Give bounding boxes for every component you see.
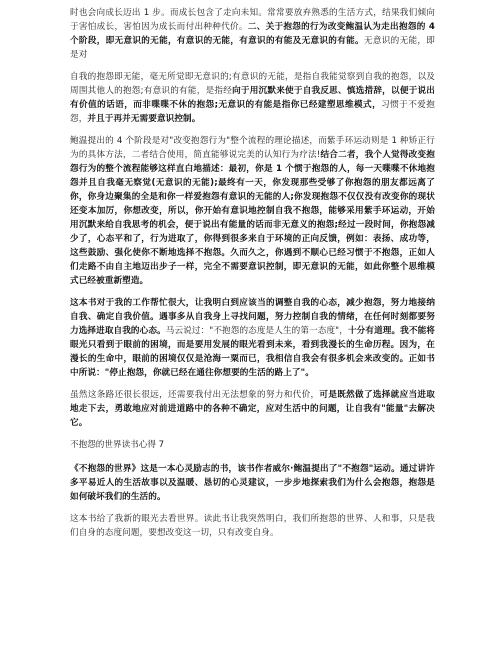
paragraph xyxy=(70,70,435,126)
bold-text-segment: 让我明白到应该当的调整自我的心态，减少抱怨，努力地接纳自我、确定自我价值。遇事多从自我身上寻找问题，努力控制自我的情绪，在任何时刻都要努力选择进取自我的心态。 xyxy=(70,298,436,336)
text-segment: 无意识的无能，即是对 xyxy=(70,36,435,60)
paragraph xyxy=(70,462,435,504)
bold-text-segment: 因为，在漫长的生命中，眼前的困境仅仅是沧海一粟而已，我相信自我会有很多机会来改变的。正如书中所说："停止抱怨，你就已经在通往你想要的生活的路上了"。 xyxy=(70,340,435,378)
text-segment: 鲍温提出的 4 个阶段是对"改变抱怨行为"整个流程的理论描述，而紫手环运动则是 1 种矫正行为的具体方法，二者结合使用，简直能够说完美的认知行为疗法! xyxy=(70,136,435,160)
text-segment: 虽然这条路还很长很远，还需要我付出无法想象的努力和代价， xyxy=(70,390,320,400)
document-page xyxy=(70,6,435,548)
text-segment: 自我的抱怨即无能，毫无所觉即无意识的;有意识的无能，是指自我能觉察到自我的抱怨，以及周围其他人的抱怨;有意识的有能，是指经 xyxy=(70,72,435,96)
paragraph xyxy=(70,296,435,380)
bold-text-segment: 可是既然做了选择就应当进取地走下去，勇敢地应对前进道路中的各种不确定，应对生活中的问题，让自我有"能量"去解决它。 xyxy=(70,390,435,428)
bold-text-segment: 这是一本心灵励志的书，该书作者威尔·鲍温提出了"不抱怨"运动。通过讲许多平易近人的生活故事以及温暖、恳切的心灵建议，一步步地探索我们为什么会抱怨，抱怨是如何破坏我们的生活的。 xyxy=(70,464,435,502)
bold-text-segment: 这本书对于我的工作帮忙很大， xyxy=(70,298,195,308)
bold-text-segment: 十分有道理。我不能将眼光只看到于眼前的困境，而是要用发展的眼光看到未来，看到我漫长的生命历程。 xyxy=(70,326,435,350)
text-segment: 马云说过："不抱怨的态度是人生的第一态度"， xyxy=(165,326,348,336)
paragraph xyxy=(70,512,435,540)
text-segment: 这本书给了我新的眼光去看世界。读此书让我突然明白，我们所抱怨的世界、人和事，只是我们自身的态度问题，要想改变这一切，只有改变自身。 xyxy=(70,514,435,538)
paragraph xyxy=(70,6,435,62)
bold-text-segment: 二、关于抱怨的行为改变鲍温认为走出抱怨的 4 个阶段，即无意识的无能，有意识的无能，有意识的有能及无意识的有能。 xyxy=(70,22,435,46)
paragraph xyxy=(70,388,435,430)
body-text-block xyxy=(70,6,435,430)
bold-text-segment: 向于用沉默来使于自我反思、慎选措辞，以便于说出有价值的话语，而非喋喋不休的抱怨;无意识的有能是指你已经建塑思维模式， xyxy=(70,86,435,110)
body-text-block-2 xyxy=(70,462,435,540)
bold-text-segment: 并且于再并无需要意识控制。 xyxy=(87,114,201,124)
text-segment: 习惯于不爱抱怨， xyxy=(70,100,435,124)
bold-text-segment: 《不抱怨的世界》 xyxy=(70,464,141,474)
paragraph xyxy=(70,134,435,288)
text-segment: 时也会向成长迈出 1 步。而成长包含了走向未知。常常要放弃熟悉的生活方式，结果我们倾向于害怕成长，害怕因为成长而付出种种代价。 xyxy=(70,8,435,32)
bold-text-segment: 结合二者，我个人觉得改变抱怨行为的整个流程能够这样直白地描述：最初，你是 1 个惯于抱怨的人，每一天喋喋不休地抱怨并且自我毫无察觉(无意识的无能);最终有一天，你发现那些受够了你抱怨的朋友都远离了你，你身边聚集的全是和你一样爱抱怨有意识的无能的人;你发现抱怨不仅仅没有改变你的现状还变本加厉，你想改变，所以，你开始有意识地控制自我不抱怨，能够采用紫手环运动，开始用沉默来给自我思考的机会，便于说出有能量的话而非无意义的抱怨;经过一段时间，你抱怨减少了，心态平和了，行为进取了，你得到很多来自于环境的正向反馈，例如：表扬、成功等，这些鼓励、强化使你不断地选择不抱怨。久而久之，你遇到不顺心已经习惯于不抱怨，正如人们走路不由自主地迈出步子一样，完全不需要意识控制，即无意识的无能，如此你整个思维模式已经被重新塑造。 xyxy=(70,150,435,286)
section-heading: 不抱怨的世界读书心得 7 xyxy=(70,440,165,450)
